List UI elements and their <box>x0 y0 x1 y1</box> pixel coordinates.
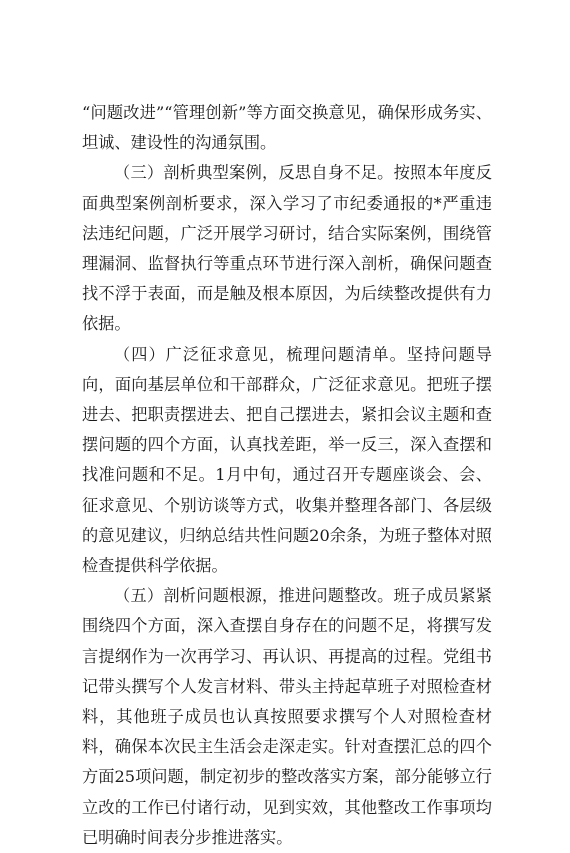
paragraph-section-5: （五）剖析问题根源，推进问题整改。班子成员紧紧围绕四个方面，深入查摆自身存在的问题不足，将撰写发言提纲作为一次再学习、再认识、再提高的过程。党组书记带头撰写个人发言材料、带头主持起草班子对照检查材料，其他班子成员也认真按照要求撰写个人对照检查材料，确保本次民主生活会走深走实。针对查摆汇总的四个方面25项问题，制定初步的整改落实方案，部分能够立行立改的工作已付诸行动，见到实效，其他整改工作事项均已明确时间表分步推进落实。 <box>82 586 492 847</box>
paragraph-continuation: “问题改进”“管理创新”等方面交换意见，确保形成务实、坦诚、建设性的沟通氛围。 <box>82 103 492 153</box>
paragraph-section-3: （三）剖析典型案例，反思自身不足。按照本年度反面典型案例剖析要求，深入学习了市纪委通报的*严重违法违纪问题，广泛开展学习研讨，结合实际案例，围绕管理漏洞、监督执行等重点环节进行深入剖析，确保问题查找不浮于表面，而是触及根本原因，为后续整改提供有力依据。 <box>82 163 492 334</box>
document-body <box>82 98 492 853</box>
paragraph-section-4: （四）广泛征求意见，梳理问题清单。坚持问题导向，面向基层单位和干部群众，广泛征求意见。把班子摆进去、把职责摆进去、把自己摆进去，紧扣会议主题和查摆问题的四个方面，认真找差距，举一反三，深入查摆和找准问题和不足。1月中旬，通过召开专题座谈会、会、征求意见、个别访谈等方式，收集并整理各部门、各层级的意见建议，归纳总结共性问题20余条，为班子整体对照检查提供科学依据。 <box>82 344 492 576</box>
